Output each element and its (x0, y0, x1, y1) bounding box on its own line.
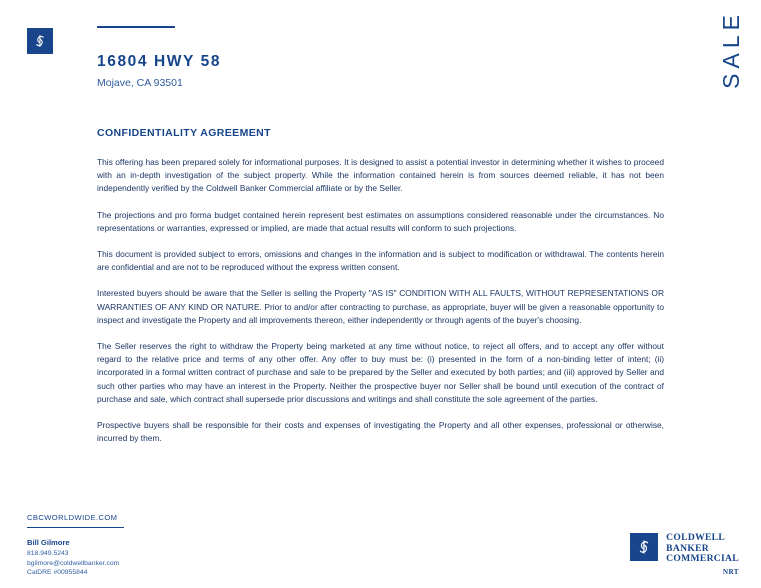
footer-contact-block (27, 513, 247, 578)
header-rule (97, 26, 175, 28)
contact-phone: 818.949.5243 (27, 550, 69, 557)
sale-vertical-banner: SALE (718, 10, 744, 89)
brand-line-3: COMMERCIAL (666, 553, 739, 565)
footer-rule (27, 527, 124, 528)
brand-line-2: BANKER (666, 542, 710, 554)
paragraph: Prospective buyers shall be responsible for their costs and expenses of investigating the Property and all other expenses, professional or otherwise, incurred by them. (97, 420, 664, 444)
paragraph: This document is provided subject to errors, omissions and changes in the information and is subject to modification or withdrawal. The contents herein are confidential and are not to be reproduced without the express written consent. (97, 249, 664, 273)
contact-email[interactable]: bgilmore@coldwellbanker.com (27, 559, 120, 567)
paragraph: The Seller reserves the right to withdraw the Property being marketed at any time without notice, to reject all offers, and to accept any offer without regard to the relative price and terms of any other offer. Any offer to buy must be: (i) presented in the form of a non-binding letter of intent; (ii) incorporated in a formal written contract of purchase and sale to be prepared by the Seller and executed by both parties; and (iii) approved by Seller and such other parties who may have an interest in the Property. Neither the prospective buyer nor Seller shall be bound until execution of the contract of purchase and sale, which contract shall supersede prior discussions and writings and shall constitute the sole agreement of the parties. (97, 341, 664, 404)
footer-brand-lockup (630, 533, 739, 576)
paragraph: Interested buyers should be aware that the Seller is selling the Property "AS IS" CONDITION WITH ALL FAULTS, WITHOUT REPRESENTATIONS OR WARRANTIES OF ANY KIND OR NATURE. Prior to and/or after contracting to purchase, as appropriate, buyer will be given a reasonable opportunity to inspect and investigate the Property and all improvements thereon, either independently or through agents of the buyer's choosing. (97, 288, 664, 325)
confidentiality-section (97, 127, 664, 445)
paragraph: This offering has been prepared solely for informational purposes. It is designed to assist a potential investor in determining whether it wishes to proceed with an in-depth investigation of the subject property. While the information contained herein is from sources deemed reliable, it has not been independently verified by the Coldwell Banker Commercial affiliate or by the Seller. (97, 157, 664, 194)
contact-license: CalDRE #00955844 (27, 569, 88, 576)
footer-website-link[interactable]: CBCWORLDWIDE.COM (27, 513, 118, 522)
address-header (97, 52, 221, 90)
brand-sub-nrt: NRT (722, 567, 739, 576)
brand-line-1: COLDWELL (666, 532, 726, 543)
address-subtitle: Mojave, CA 93501 (97, 77, 183, 89)
page-title: 16804 HWY 58 (97, 53, 222, 70)
section-title: CONFIDENTIALITY AGREEMENT (97, 127, 271, 139)
contact-name: Bill Gilmore (27, 538, 70, 547)
brand-wordmark (666, 533, 739, 576)
coldwell-banker-logo-icon (27, 28, 53, 54)
paragraph: The projections and pro forma budget contained herein represent best estimates on assumptions considered reasonable under the circumstances. No representations or warranties, expressed or implied, are made that actual results will conform to such projections. (97, 209, 664, 233)
coldwell-banker-footer-logo-icon (630, 533, 658, 561)
